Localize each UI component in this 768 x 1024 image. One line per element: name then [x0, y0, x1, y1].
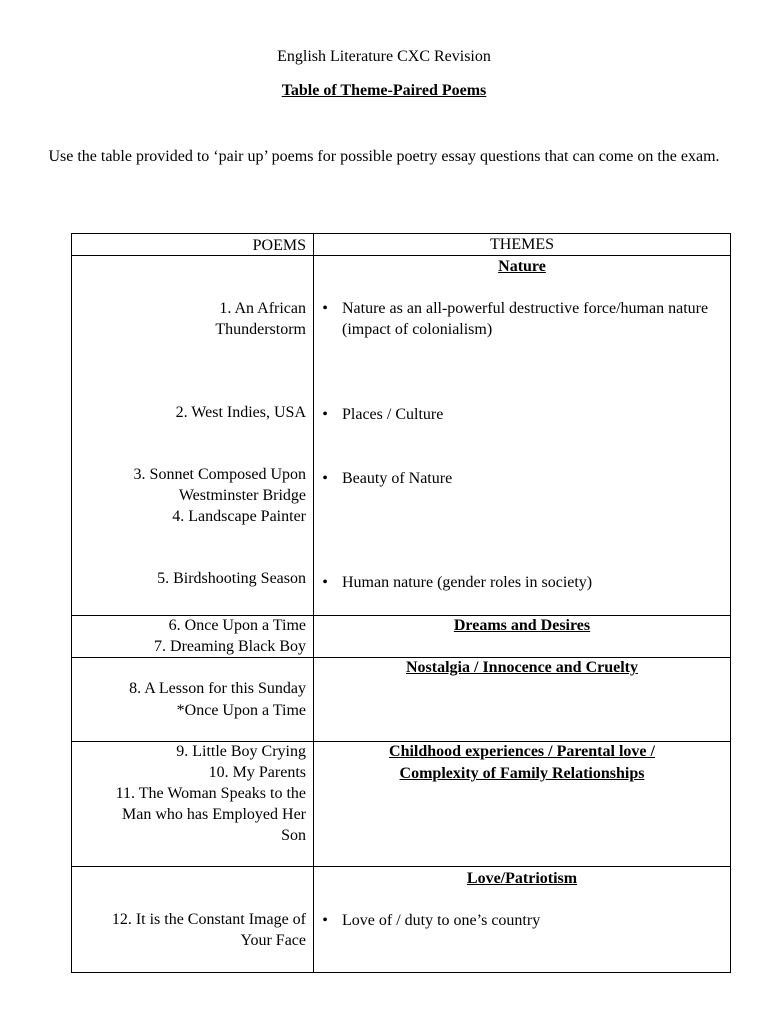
poem-line: Son	[281, 827, 306, 844]
bullet-icon: •	[322, 406, 328, 423]
poem-line: 10. My Parents	[208, 764, 306, 781]
bullet-icon: •	[322, 574, 328, 591]
bullet-icon: •	[322, 300, 328, 317]
theme-heading-nostalgia: Nostalgia / Innocence and Cruelty	[406, 659, 638, 676]
poem-line: 2. West Indies, USA	[175, 404, 306, 421]
poem-cell	[72, 298, 306, 340]
theme-heading-nature: Nature	[498, 258, 546, 275]
column-divider	[313, 234, 314, 972]
poem-line: *Once Upon a Time	[176, 702, 306, 719]
row-divider	[72, 866, 730, 867]
theme-text: Beauty of Nature	[342, 470, 453, 487]
table-title: Table of Theme-Paired Poems	[281, 82, 487, 99]
poem-line: Man who has Employed Her	[122, 806, 306, 823]
instructions-text: Use the table provided to ‘pair up’ poems for possible poetry essay questions that can come on the exam.	[48, 148, 720, 165]
column-header-themes: THEMES	[490, 236, 554, 253]
theme-text: Love of / duty to one’s country	[342, 912, 541, 929]
poem-line: 11. The Woman Speaks to the	[115, 785, 306, 802]
poem-line: 9. Little Boy Crying	[176, 743, 306, 760]
theme-heading-dreams: Dreams and Desires	[453, 617, 591, 634]
poem-line: 5. Birdshooting Season	[157, 570, 306, 587]
poem-cell	[72, 909, 306, 951]
theme-heading-line: Complexity of Family Relationships	[399, 765, 645, 782]
poem-cell	[72, 568, 306, 589]
theme-paired-poems-table	[71, 233, 731, 973]
theme-heading-line: Childhood experiences / Parental love /	[389, 743, 655, 760]
poem-line: 6. Once Upon a Time	[168, 617, 306, 634]
poem-line: 12. It is the Constant Image of	[111, 911, 306, 928]
poem-cell	[72, 464, 306, 527]
poem-line: Your Face	[240, 932, 306, 949]
poem-line: 1. An African	[219, 300, 306, 317]
theme-heading-childhood	[314, 741, 730, 785]
theme-heading-love-patriotism: Love/Patriotism	[466, 870, 578, 887]
column-header-poems: POEMS	[252, 237, 306, 254]
poem-line: 3. Sonnet Composed Upon	[133, 466, 306, 483]
theme-text: Places / Culture	[342, 406, 444, 423]
poem-cell	[72, 615, 306, 657]
poem-line: 8. A Lesson for this Sunday	[129, 680, 306, 697]
bullet-icon: •	[322, 470, 328, 487]
poem-cell	[72, 678, 306, 722]
poem-line: Westminster Bridge	[178, 487, 306, 504]
poem-line: 4. Landscape Painter	[172, 508, 306, 525]
theme-text: Human nature (gender roles in society)	[342, 574, 593, 591]
theme-text: Nature as an all-powerful destructive force/human nature (impact of colonialism)	[342, 300, 709, 338]
bullet-icon: •	[322, 912, 328, 929]
poem-cell	[72, 402, 306, 423]
poem-line: Thunderstorm	[215, 321, 306, 338]
poem-cell	[72, 741, 306, 846]
document-title: English Literature CXC Revision	[277, 48, 491, 65]
poem-line: 7. Dreaming Black Boy	[154, 638, 306, 655]
